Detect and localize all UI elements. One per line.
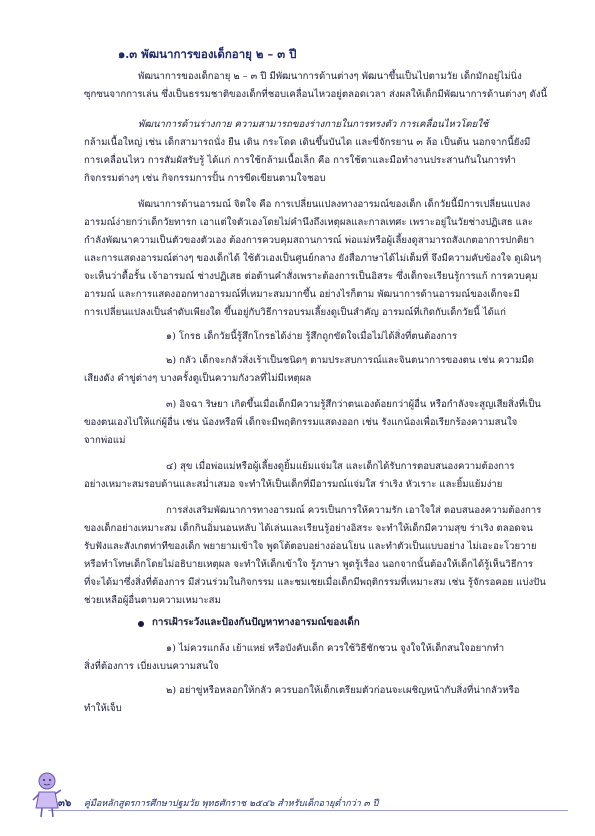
paragraph-line: การเคลื่อนไหว การสัมผัสรับรู้ ได้แก่ การใช้กล้ามเนื้อเล็ก คือ การใช้ตาและมือทำงานประสานกันในการทำ: [84, 155, 516, 166]
list-item: ๔) สุข เมื่อพ่อแม่หรือผู้เลี้ยงดูยิ้มแย้มแจ่มใส และเด็กได้รับการตอบสนองความต้องการ: [166, 461, 515, 472]
paragraph-line: ของตนเองไปให้แก่ผู้อื่น เช่น น้องหรือพี่ เด็กจะมีพฤติกรรมแสดงออก เช่น รังแกน้องเพื่อเรียกร้องความสนใจ: [84, 417, 518, 428]
paragraph-line: การส่งเสริมพัฒนาการทางอารมณ์ ควรเป็นการให้ความรัก เอาใจใส่ ตอบสนองความต้องการ: [166, 505, 542, 516]
paragraph-line: กำลังพัฒนาความเป็นตัวของตัวเอง ต้องการควบคุมสถานการณ์ พ่อแม่หรือผู้เลี้ยงดูสามารถสังเกตอาการปกติยา: [84, 235, 535, 246]
paragraph-line: พัฒนาการด้านร่างกาย ความสามารถของร่างกายในการทรงตัว การเคลื่อนไหวโดยใช้: [138, 119, 489, 130]
page-number: ๓๖: [58, 798, 72, 809]
list-item: ๓) อิจฉา ริษยา เกิดขึ้นเมื่อเด็กมีความรู้สึกว่าตนเองด้อยกว่าผู้อื่น หรือกำลังจะสูญเสียสิ่งที่เป็น: [166, 399, 541, 410]
paragraph-line: ของเด็กอย่างเหมาะสม เด็กกินอิ่มนอนหลับ ได้เล่นและเรียนรู้อย่างอิสระ จะทำให้เด็กมีความสุข ร่าเริง ตลอดจน: [84, 523, 533, 534]
paragraph-line: พัฒนาการของเด็กอายุ ๒ – ๓ ปี มีพัฒนาการด้านต่างๆ พัฒนาขึ้นเป็นไปตามวัย เด็กมักอยู่ไม่นิ่ง: [138, 71, 522, 82]
list-item: ๑) ไม่ควรแกล้ง เย้าแหย่ หรือบังคับเด็ก ควรใช้วิธีชักชวน จูงใจให้เด็กสนใจอยากทำ: [166, 643, 505, 654]
paragraph-line: ทำให้เจ็บ: [84, 703, 122, 714]
list-item: ๒) อย่าขู่หรือหลอกให้กลัว ควรบอกให้เด็กเตรียมตัวก่อนจะเผชิญหน้ากับสิ่งที่น่ากลัวหรือ: [166, 685, 520, 696]
paragraph-line: จะเห็นว่าดื้อรั้น เจ้าอารมณ์ ช่างปฏิเสธ ต่อต้านคำสั่งเพราะต้องการเป็นอิสระ ซึ่งเด็กจะเรียนรู้การแก้ การควบคุม: [84, 271, 538, 282]
paragraph-line: เสียงดัง คำขู่ต่างๆ บางครั้งดูเป็นความกังวลที่ไม่มีเหตุผล: [84, 373, 312, 384]
paragraph-line: และการแสดงอารมณ์ต่างๆ ของเด็กได้ ใช้ตัวเองเป็นศูนย์กลาง ยังสื่อภาษาได้ไม่เต็มที่ จึงมีความคับข้องใจ ดูเผินๆ: [84, 253, 542, 264]
child-mascot-icon: [30, 770, 64, 820]
footer-divider: [48, 810, 568, 811]
paragraph-line: กล้ามเนื้อใหญ่ เช่น เด็กสามารถนั่ง ยืน เดิน กระโดด เดินขึ้นบันได และขี่จักรยาน ๓ ล้อ เป็นต้น นอกจากนี้ยังมี: [84, 137, 531, 148]
paragraph-line: สิ่งที่ต้องการ เบี่ยงเบนความสนใจ: [84, 661, 219, 672]
paragraph-line: อย่างเหมาะสมรอบด้านและสม่ำเสมอ จะทำให้เป็นเด็กที่มีอารมณ์แจ่มใส ร่าเริง หัวเราะ และยิ้มแย้มง่าย: [84, 479, 503, 490]
section-heading: ๑.๓ พัฒนาการของเด็กอายุ ๒ – ๓ ปี: [118, 47, 297, 61]
paragraph-line: อารมณ์ง่ายกว่าเด็กวัยทารก เอาแต่ใจตัวเองโดยไม่คำนึงถึงเหตุผลและกาลเทศะ เพราะอยู่ในวัยช่างปฏิเสธ และ: [84, 217, 533, 228]
paragraph-line: อารมณ์ และการแสดงออกทางอารมณ์ที่เหมาะสมมากขึ้น อย่างไรก็ตาม พัฒนาการด้านอารมณ์ของเด็กจะมี: [84, 289, 520, 300]
footer-title: คู่มือหลักสูตรการศึกษาปฐมวัย พุทธศักราช ๒๕๔๖ สำหรับเด็กอายุต่ำกว่า ๓ ปี: [84, 799, 379, 809]
bullet-icon: [138, 621, 144, 627]
paragraph-line: รับฟังและสังเกตท่าทีของเด็ก พยายามเข้าใจ พูดโต้ตอบอย่างอ่อนโยน และทำตัวเป็นแบบอย่าง ไม่เอะอะโวยวาย: [84, 541, 537, 552]
paragraph-line: ช่วยเหลือผู้อื่นตามความเหมาะสม: [84, 595, 221, 606]
paragraph-line: กิจกรรมต่างๆ เช่น กิจกรรมการปั้น การขีดเขียนตามใจชอบ: [84, 173, 326, 184]
paragraph-line: ซุกซนจากการเล่น ซึ่งเป็นธรรมชาติของเด็กที่ชอบเคลื่อนไหวอยู่ตลอดเวลา ส่งผลให้เด็กมีพัฒนาการด้านต่างๆ ดังนี้: [84, 89, 548, 100]
paragraph-line: พัฒนาการด้านอารมณ์ จิตใจ คือ การเปลี่ยนแปลงทางอารมณ์ของเด็ก เด็กวัยนี้มีการเปลี่ยนแปลง: [138, 199, 531, 210]
paragraph-line: จากพ่อแม่: [84, 435, 126, 446]
paragraph-line: การเปลี่ยนแปลงเป็นลำดับเพียงใด ขึ้นอยู่กับวิธีการอบรมเลี้ยงดูเป็นสำคัญ อารมณ์ที่เกิดกับเด็กวัยนี้ ได้แก่: [84, 307, 506, 318]
paragraph-line: ที่จะได้มาซึ่งสิ่งที่ต้องการ มีส่วนร่วมในกิจกรรม และชมเชยเมื่อเด็กมีพฤติกรรมที่เหมาะสม เช่น รู้จักรอคอย แบ่งปัน: [84, 577, 546, 588]
bullet-heading: การเฝ้าระวังและป้องกันปัญหาทางอารมณ์ของเด็ก: [152, 617, 360, 628]
list-item: ๒) กลัว เด็กจะกลัวสิ่งเร้าเป็นชนิดๆ ตามประสบการณ์และจินตนาการของตน เช่น ความมืด: [166, 355, 534, 366]
list-item: ๑) โกรธ เด็กวัยนี้รู้สึกโกรธได้ง่าย รู้สึกถูกขัดใจเมื่อไม่ได้สิ่งที่ตนต้องการ: [166, 331, 458, 342]
paragraph-line: หรือทำโทษเด็กโดยไม่อธิบายเหตุผล จะทำให้เด็กเข้าใจ รู้ภาษา พูดรู้เรื่อง นอกจากนั้นต้องให้เด็กได้รู้เห็นวิธีการ: [84, 559, 533, 570]
